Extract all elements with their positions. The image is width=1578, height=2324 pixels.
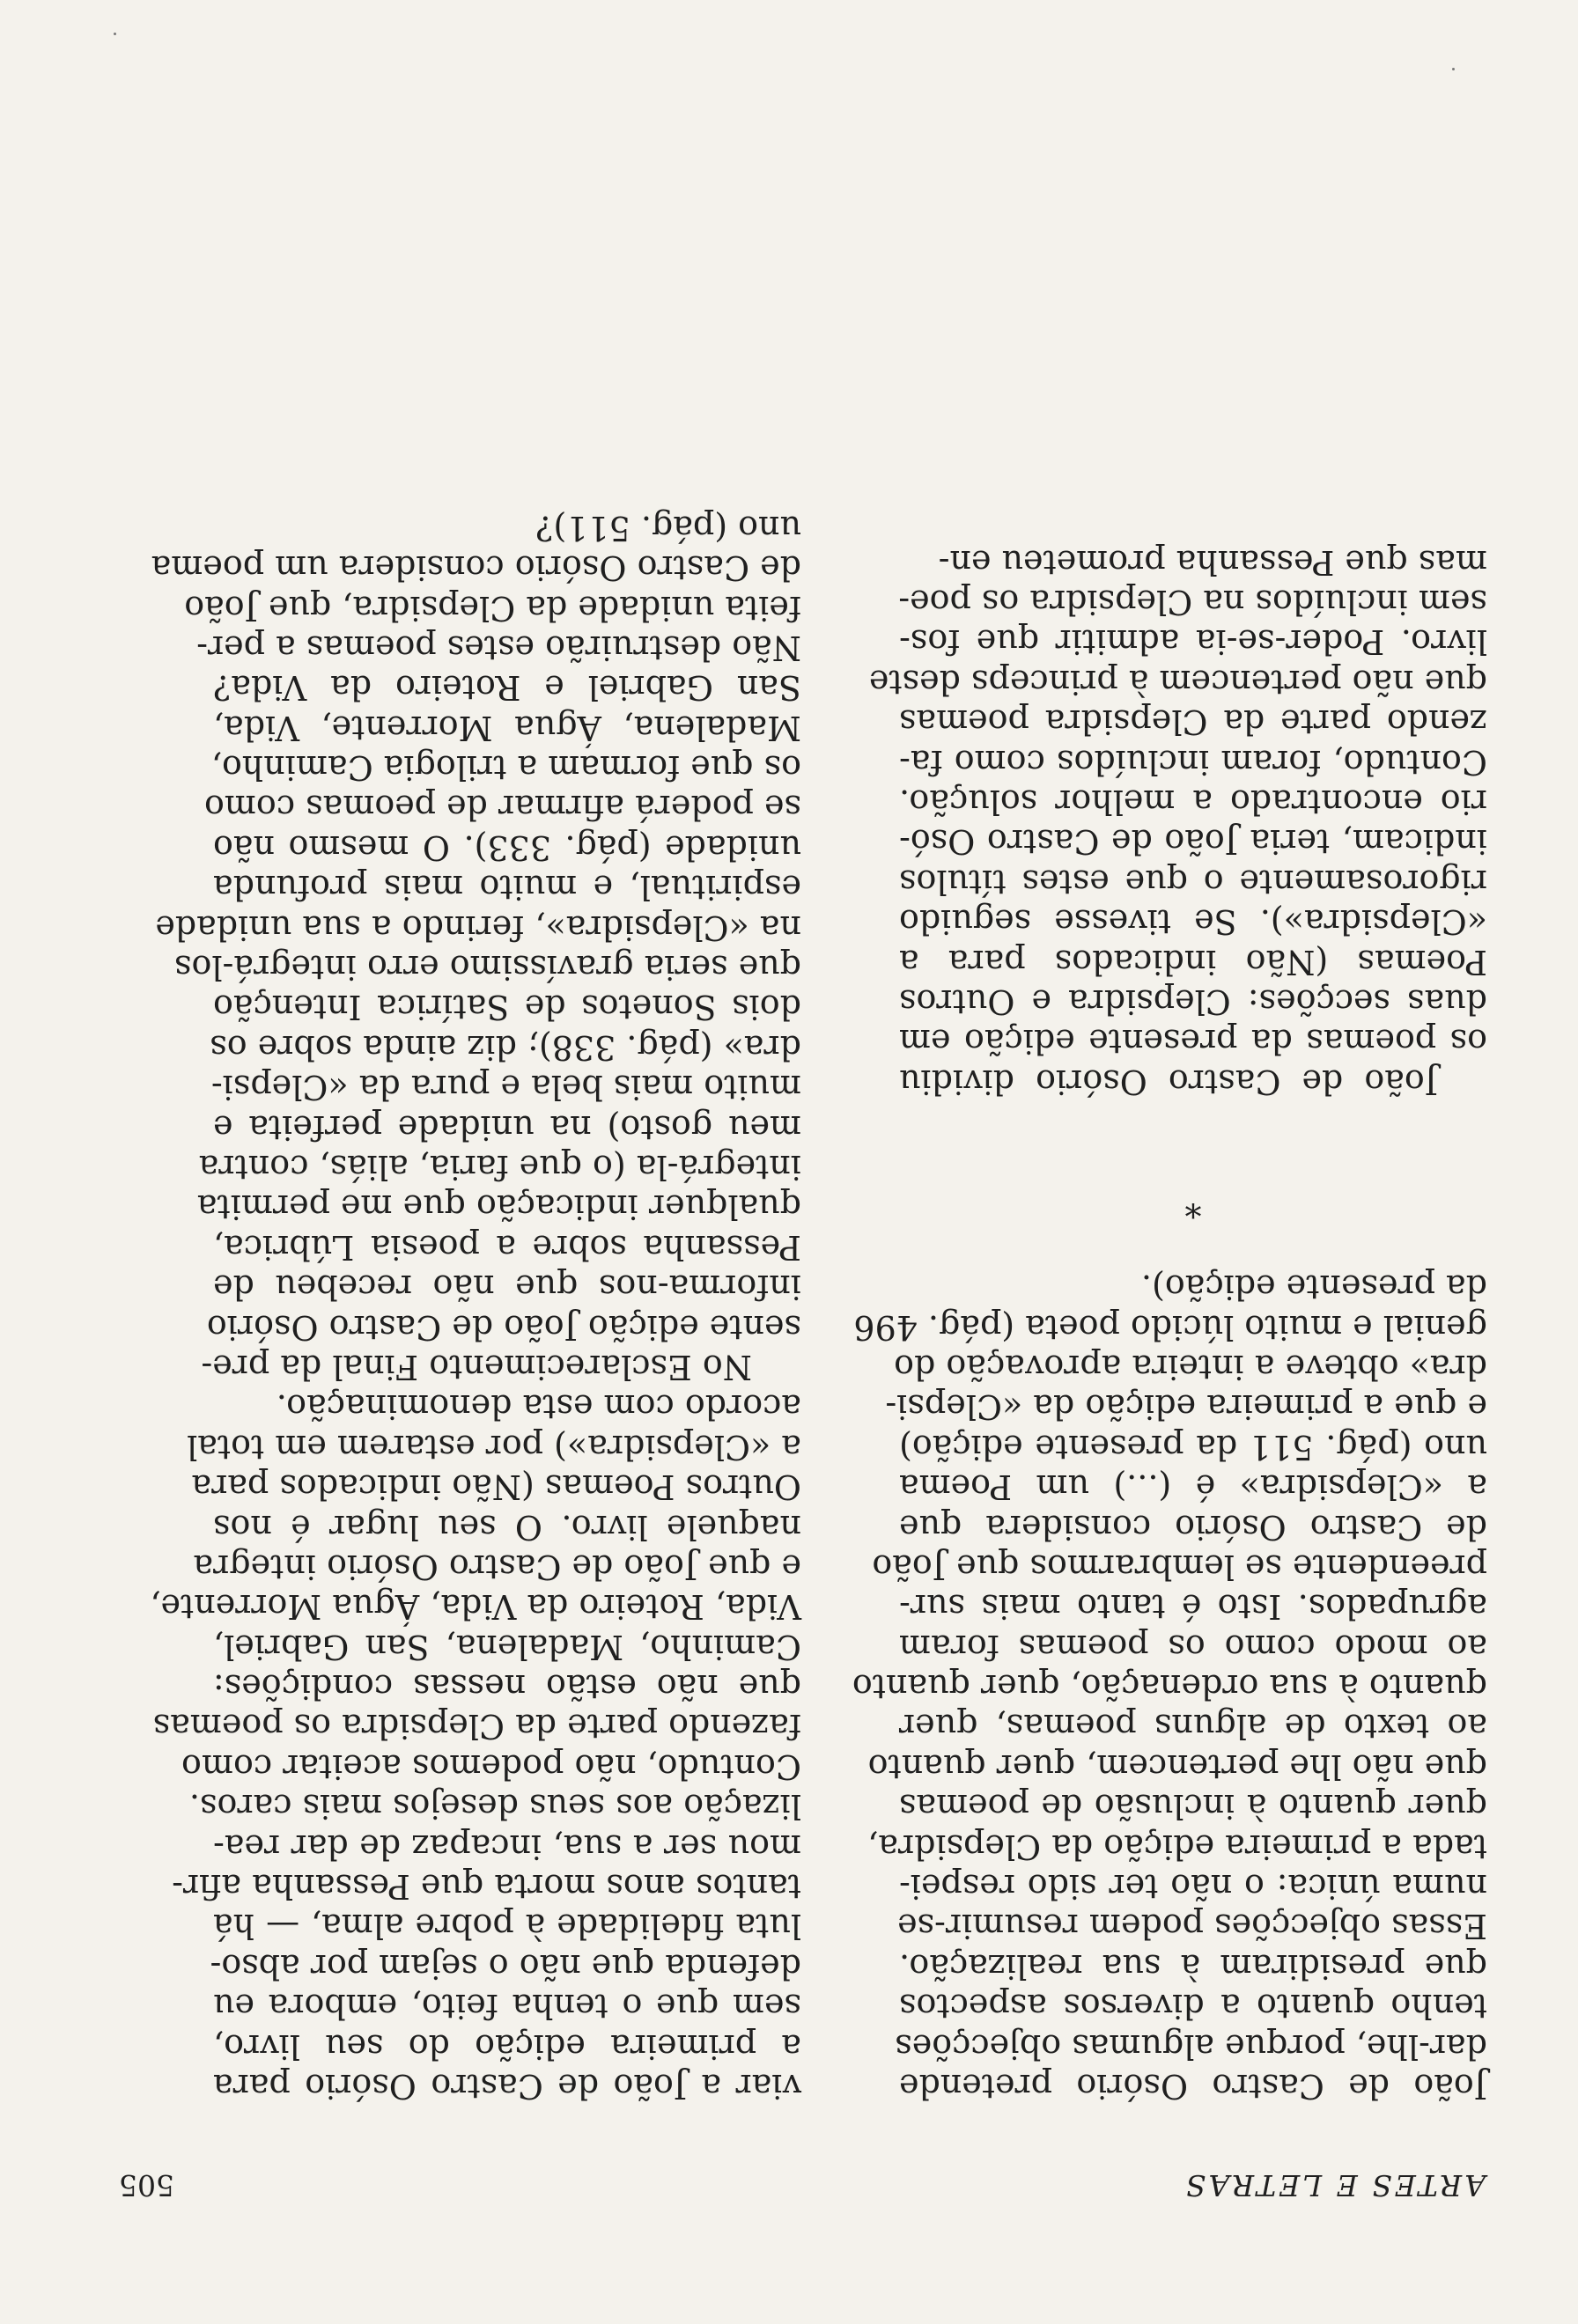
text-line: agrupados. Isto é tanto mais sur- xyxy=(899,1587,1487,1627)
text-line: muito mais bela e pura da «Clepsi- xyxy=(210,1068,801,1107)
text-line: a «Clepsidra») por estarem em total xyxy=(187,1427,801,1467)
text-line: mou ser a sua, incapaz de dar rea- xyxy=(213,1827,801,1866)
text-line: unidade (pág. 333). O mesmo não xyxy=(213,827,801,867)
text-line: No Esclarecimento Final da pre- xyxy=(201,1347,752,1386)
text-line: que não estão nessas condições: xyxy=(213,1667,801,1707)
text-line: dois Sonetos de Satírica Intenção xyxy=(213,988,801,1027)
text-line: preendente se lembrarmos que João xyxy=(872,1547,1487,1586)
text-line: qualquer indicação que me permita xyxy=(196,1188,801,1227)
text-line: informa-nos que não recebeu de xyxy=(213,1268,801,1307)
text-line: acordo com esta denominação. xyxy=(276,1387,801,1427)
text-line: Pessanha sobre a poesia Lúbrica, xyxy=(213,1227,801,1267)
text-line: da presente edição). xyxy=(1140,1268,1487,1307)
text-line: dra» obteve a inteira aprovação do xyxy=(894,1347,1487,1386)
text-line: naquele livro. O seu lugar é nos xyxy=(213,1507,801,1547)
text-line: Essas objecções podem resumir-se xyxy=(897,1907,1487,1946)
text-line: genial e muito lúcido poeta (pág. 496 xyxy=(853,1307,1487,1347)
text-line: João de Castro Osório pretende xyxy=(899,2067,1487,2106)
scan-speck xyxy=(114,33,116,35)
text-line: uno (pág. 511 da presente edição) xyxy=(899,1427,1487,1467)
text-line: espiritual, e muito mais profunda xyxy=(213,868,801,908)
text-line: dar-lhe, porque algumas objecções xyxy=(895,2026,1487,2066)
right-text-column xyxy=(150,507,801,2106)
text-line: Não destruirão estes poemas a per- xyxy=(196,628,801,667)
running-head: ARTES E LETRAS xyxy=(1183,2168,1486,2203)
text-line: meu gosto) na unidade perfeita e xyxy=(213,1107,801,1147)
text-line: Outros Poemas (Não indicados para xyxy=(191,1467,801,1507)
text-line: João de Castro Osório dividiu xyxy=(899,1062,1438,1101)
scan-speck xyxy=(1452,68,1455,70)
text-line: defenda que não o sejam por abso- xyxy=(210,1946,801,1986)
text-line: sem incluídos na Clepsidra os poe- xyxy=(898,583,1487,622)
text-line: rio encontrado a melhor solução. xyxy=(899,783,1487,822)
text-line: Contudo, não podemos aceitar como xyxy=(181,1747,801,1786)
text-line: na «Clepsidra», ferindo a sua unidade xyxy=(155,908,801,947)
text-line: os que formam a trilogia Caminho, xyxy=(210,748,801,788)
text-line: ao modo como os poemas foram xyxy=(899,1627,1487,1666)
text-line: sente edição João de Castro Osório xyxy=(206,1307,801,1347)
text-line: «Clepsidra»). Se tivesse seguido xyxy=(899,902,1487,942)
text-line: Caminho, Madalena, San Gabriel, xyxy=(213,1627,801,1666)
text-line: que não pertencem à princeps deste xyxy=(868,662,1487,702)
text-line: que não lhe pertencem, quer quanto xyxy=(867,1747,1487,1786)
page-number: 505 xyxy=(119,2168,174,2203)
text-line: fazendo parte da Clepsidra os poemas xyxy=(152,1707,801,1747)
text-line: duas secções: Clepsidra e Outros xyxy=(899,982,1487,1022)
text-line: sem que o tenha feito, embora eu xyxy=(213,1987,801,2026)
text-line: indicam, teria João de Castro Osó- xyxy=(899,822,1487,862)
text-line: luta fidelidade à pobre alma, — há xyxy=(213,1907,801,1946)
text-line: tada a primeira edição da Clepsidra, xyxy=(867,1827,1487,1866)
text-line: dra» (pág. 338); diz ainda sobre os xyxy=(210,1027,801,1067)
text-line: quer quanto à inclusão de poemas xyxy=(899,1787,1487,1827)
text-line: Madalena, Água Morrente, Vida, xyxy=(213,708,801,747)
text-line: ao texto de alguns poemas, quer xyxy=(899,1707,1487,1747)
text-line: de Castro Osório considera que xyxy=(899,1507,1487,1547)
text-line: integrá-la (o que faria, aliás, contra xyxy=(198,1148,801,1188)
text-line: uno (pág. 511)? xyxy=(535,508,801,548)
text-line: numa única: o não ter sido respei- xyxy=(899,1867,1487,1907)
page-header xyxy=(0,2167,1578,2203)
text-line: livro. Poder-se-ia admitir que fos- xyxy=(899,622,1487,662)
text-line: San Gabriel e Roteiro da Vida? xyxy=(213,668,801,708)
text-line: lização aos seus desejos mais caros. xyxy=(188,1787,801,1827)
text-line: tenho quanto a diversos aspectos xyxy=(899,1987,1487,2026)
text-line: feita unidade da Clepsidra, que João xyxy=(184,588,801,628)
text-line: rigorosamente o que estes títulos xyxy=(899,862,1487,901)
left-text-column xyxy=(852,541,1487,2106)
section-separator: * xyxy=(1184,1185,1202,1225)
text-line: zendo parte da Clepsidra poemas xyxy=(899,702,1487,742)
text-line: se poderá afirmar de peomas como xyxy=(203,788,801,827)
text-line: quanto à sua ordenação, quer quanto xyxy=(852,1667,1487,1707)
text-line: a «Clepsidra» é (...) um Poema xyxy=(899,1467,1487,1507)
text-line: a primeira edição do seu livro, xyxy=(213,2026,801,2066)
text-line: mas que Pessanha prometeu en- xyxy=(938,542,1487,582)
text-line: tantos anos morta que Pessanha afir- xyxy=(172,1867,801,1907)
text-line: que seria gravíssimo erro integrá-los xyxy=(174,948,801,988)
text-line: e que João de Castro Osório integra xyxy=(193,1547,801,1586)
text-line: viar a João de Castro Osório para xyxy=(213,2067,801,2106)
text-line: que presidiram à sua realização. xyxy=(899,1946,1487,1986)
text-line: de Castro Osório considera um poema xyxy=(151,548,801,588)
text-line: os poemas da presente edição em xyxy=(899,1022,1487,1062)
text-line: e que a primeira edição da «Clepsi- xyxy=(885,1387,1487,1427)
text-line: Poemas (Não indicados para a xyxy=(899,942,1487,982)
text-line: Vida, Roteiro da Vida, Água Morrente, xyxy=(150,1587,801,1627)
text-line: Contudo, foram incluídos como fa- xyxy=(899,742,1487,782)
